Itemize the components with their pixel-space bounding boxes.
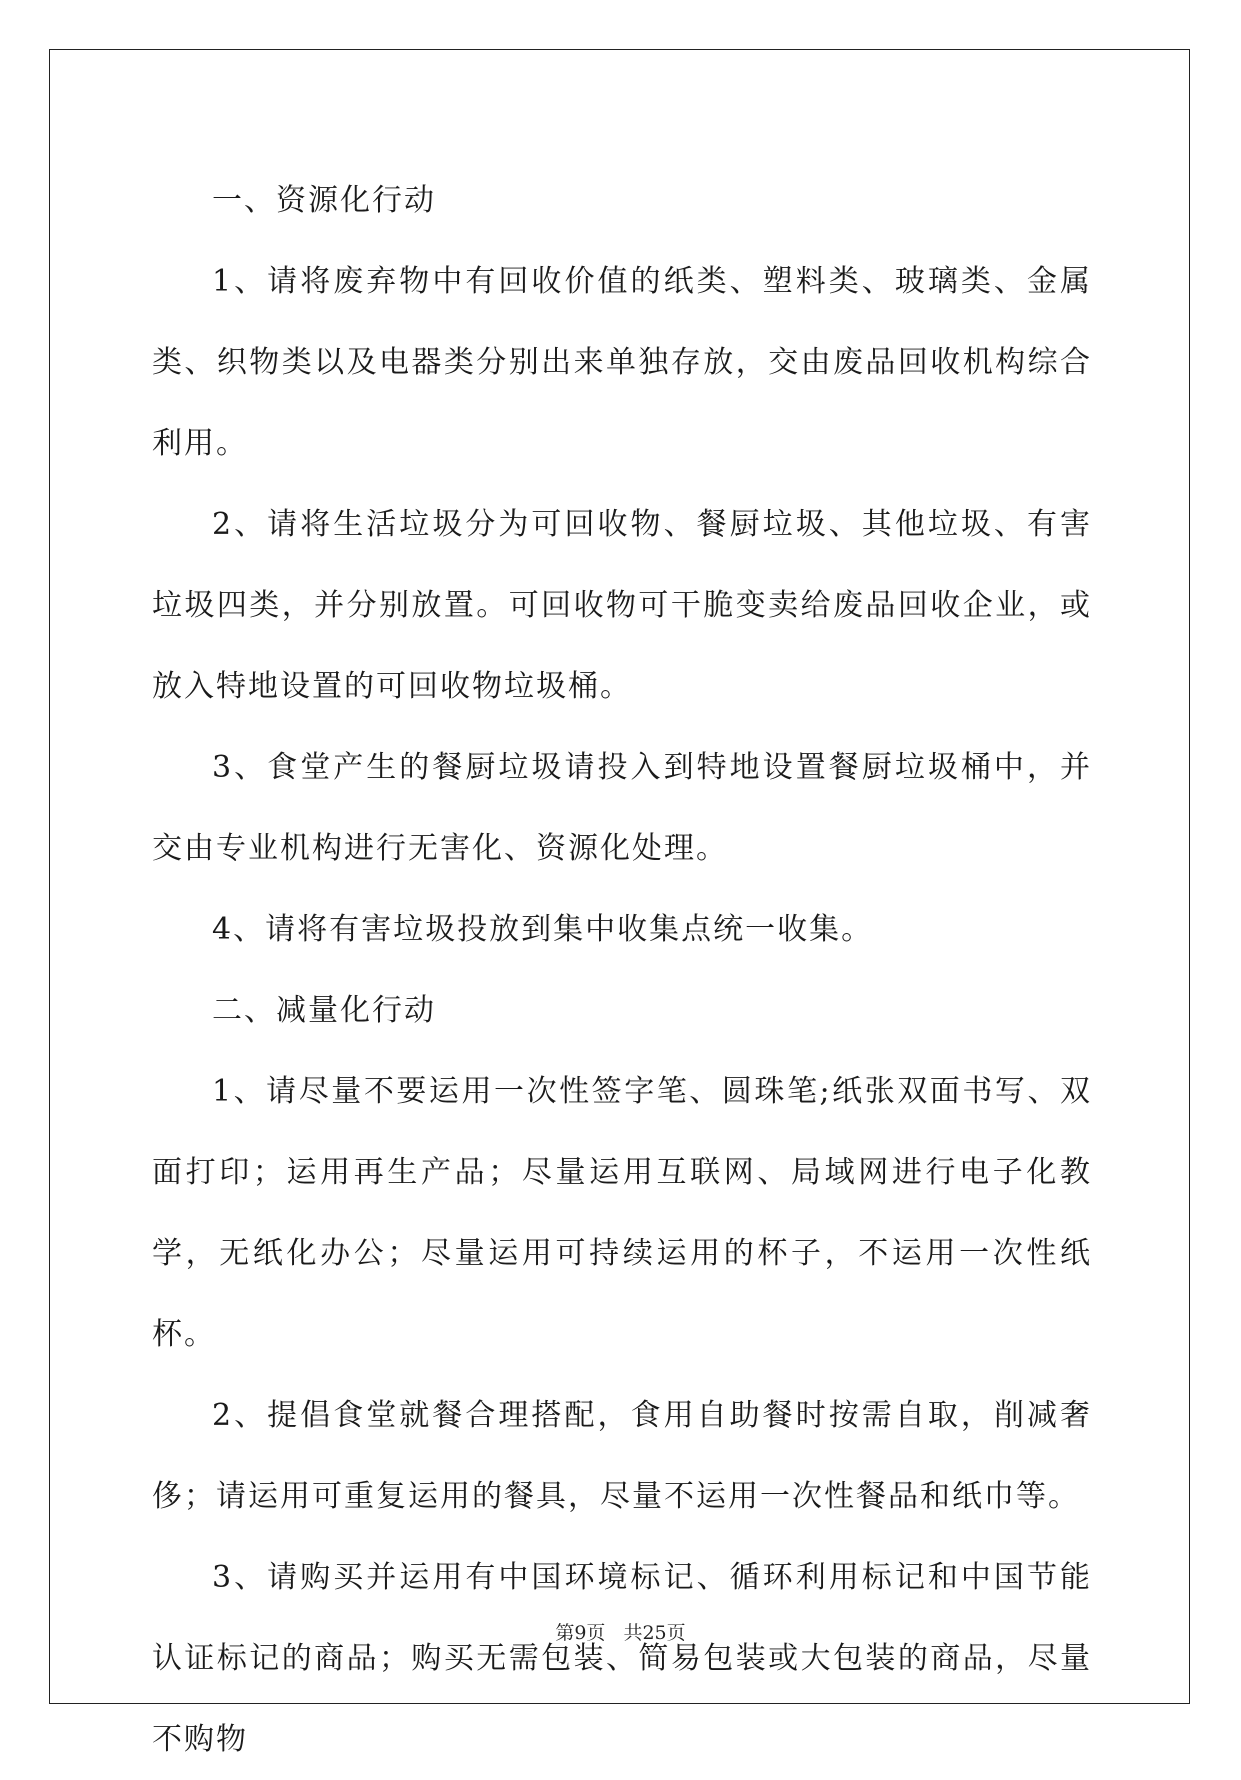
paragraph: 2、请将生活垃圾分为可回收物、餐厨垃圾、其他垃圾、有害垃圾四类，并分别放置。可回收物可干脆变卖给废品回收企业，或放入特地设置的可回收物垃圾桶。 <box>152 507 1092 704</box>
paragraph: 2、提倡食堂就餐合理搭配，食用自助餐时按需自取，削减奢侈；请运用可重复运用的餐具，尽量不运用一次性餐品和纸巾等。 <box>152 1398 1092 1514</box>
paragraph: 3、食堂产生的餐厨垃圾请投入到特地设置餐厨垃圾桶中，并交由专业机构进行无害化、资源化处理。 <box>152 750 1092 866</box>
paragraph: 3、请购买并运用有中国环境标记、循环利用标记和中国节能认证标记的商品；购买无需包装、简易包装或大包装的商品，尽量不购物 <box>152 1560 1092 1757</box>
paragraph: 4、请将有害垃圾投放到集中收集点统一收集。 <box>212 912 874 947</box>
page-number: 第9页 <box>555 1622 606 1644</box>
section-heading-2: 二、减量化行动 <box>212 993 436 1028</box>
section-heading-1: 一、资源化行动 <box>212 183 436 218</box>
paragraph: 1、请将废弃物中有回收价值的纸类、塑料类、玻璃类、金属类、织物类以及电器类分别出来单独存放，交由废品回收机构综合利用。 <box>152 264 1092 461</box>
paragraph: 1、请尽量不要运用一次性签字笔、圆珠笔;纸张双面书写、双面打印；运用再生产品；尽量运用互联网、局域网进行电子化教学，无纸化办公；尽量运用可持续运用的杯子，不运用一次性纸杯。 <box>152 1074 1092 1352</box>
page-total: 共25页 <box>623 1622 686 1644</box>
document-body <box>152 160 1092 1780</box>
page-footer <box>0 1618 1241 1645</box>
